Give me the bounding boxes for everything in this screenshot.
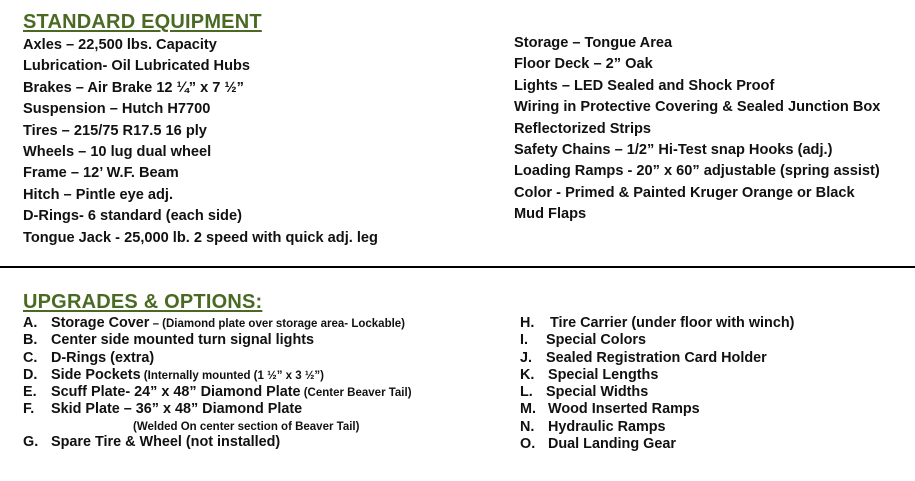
standard-item: Mud Flaps [514,206,587,223]
option-letter: N. [520,418,535,435]
option-text: Hydraulic Ramps [548,418,666,435]
option-text: Special Colors [546,332,646,349]
option-letter: J. [520,349,533,366]
standard-item: Loading Ramps - 20” x 60” adjustable (spring assist) [514,163,880,180]
option-item [520,315,794,332]
standard-item: Tongue Jack - 25,000 lb. 2 speed with quick adj. leg [23,229,378,246]
standard-item: Lubrication- Oil Lubricated Hubs [23,58,251,75]
option-letter: F. [23,401,35,418]
option-letter: E. [23,384,37,401]
standard-item: Brakes – Air Brake 12 ¼” x 7 ½” [23,79,244,96]
option-text: D-Rings (extra) [51,349,155,366]
option-note: (Center Beaver Tail) [300,387,412,400]
option-note: (Internally mounted (1 ½” x 3 ½”) [140,369,324,382]
option-text: Sealed Registration Card Holder [546,349,767,366]
option-note: – (Diamond plate over storage area- Lockable) [149,318,406,330]
standard-equipment-heading: STANDARD EQUIPMENT [23,11,262,33]
option-letter: G. [23,433,39,450]
option-letter: D. [23,366,38,383]
option-item [520,367,794,384]
option-item [520,350,794,367]
option-item [23,401,412,418]
upgrades-left-list [23,315,412,451]
option-letter: L. [520,384,533,401]
option-note-row [23,419,412,434]
option-item [520,332,794,349]
option-letter: B. [23,332,38,349]
standard-item: Storage – Tongue Area [514,35,673,51]
option-text: Wood Inserted Ramps [548,401,700,418]
section-divider [0,266,915,268]
option-letter: K. [520,366,535,383]
standard-item: Lights – LED Sealed and Shock Proof [514,77,775,94]
upgrades-right-list [520,315,794,453]
option-text: Skid Plate – 36” x 48” Diamond Plate [51,401,303,418]
option-text: Center side mounted turn signal lights [51,332,315,349]
option-item [23,332,412,349]
standard-item: Wiring in Protective Covering & Sealed Junction Box [514,99,881,116]
option-item [520,384,794,401]
option-letter: M. [520,401,536,418]
option-letter: H. [520,315,535,331]
standard-item: Suspension – Hutch H7700 [23,101,211,118]
option-letter: O. [520,436,536,453]
option-note: (Welded On center section of Beaver Tail) [133,420,360,433]
standard-item: Safety Chains – 1/2” Hi-Test snap Hooks (adj.) [514,141,833,158]
standard-left-list [23,35,378,249]
upgrades-options-heading: UPGRADES & OPTIONS: [23,291,263,313]
option-letter: C. [23,349,38,366]
standard-right-list [514,33,880,226]
option-text: Side Pockets [51,366,141,383]
option-item [23,384,412,401]
option-text: Scuff Plate- 24” x 48” Diamond Plate [51,384,301,401]
option-letter: A. [23,315,38,331]
option-item [23,367,412,384]
option-text: Tire Carrier (under floor with winch) [550,315,795,331]
standard-item: Floor Deck – 2” Oak [514,56,653,73]
option-text: Special Widths [546,384,649,401]
standard-item: Reflectorized Strips [514,120,652,137]
standard-item: Tires – 215/75 R17.5 16 ply [23,122,207,139]
option-letter: I. [520,332,528,349]
option-text: Dual Landing Gear [548,436,676,453]
standard-item: Frame – 12’ W.F. Beam [23,165,179,182]
option-item [520,401,794,418]
standard-item: Color - Primed & Painted Kruger Orange or Black [514,184,855,201]
option-text: Special Lengths [548,366,659,383]
option-item [520,419,794,436]
standard-item: D-Rings- 6 standard (each side) [23,208,242,225]
option-text: Storage Cover [51,315,150,331]
option-item [23,315,412,332]
standard-item: Hitch – Pintle eye adj. [23,186,174,203]
standard-item: Axles – 22,500 lbs. Capacity [23,37,217,53]
standard-item: Wheels – 10 lug dual wheel [23,143,212,160]
option-text: Spare Tire & Wheel (not installed) [51,433,281,450]
option-item [520,436,794,453]
option-item [23,434,412,451]
option-item [23,350,412,367]
